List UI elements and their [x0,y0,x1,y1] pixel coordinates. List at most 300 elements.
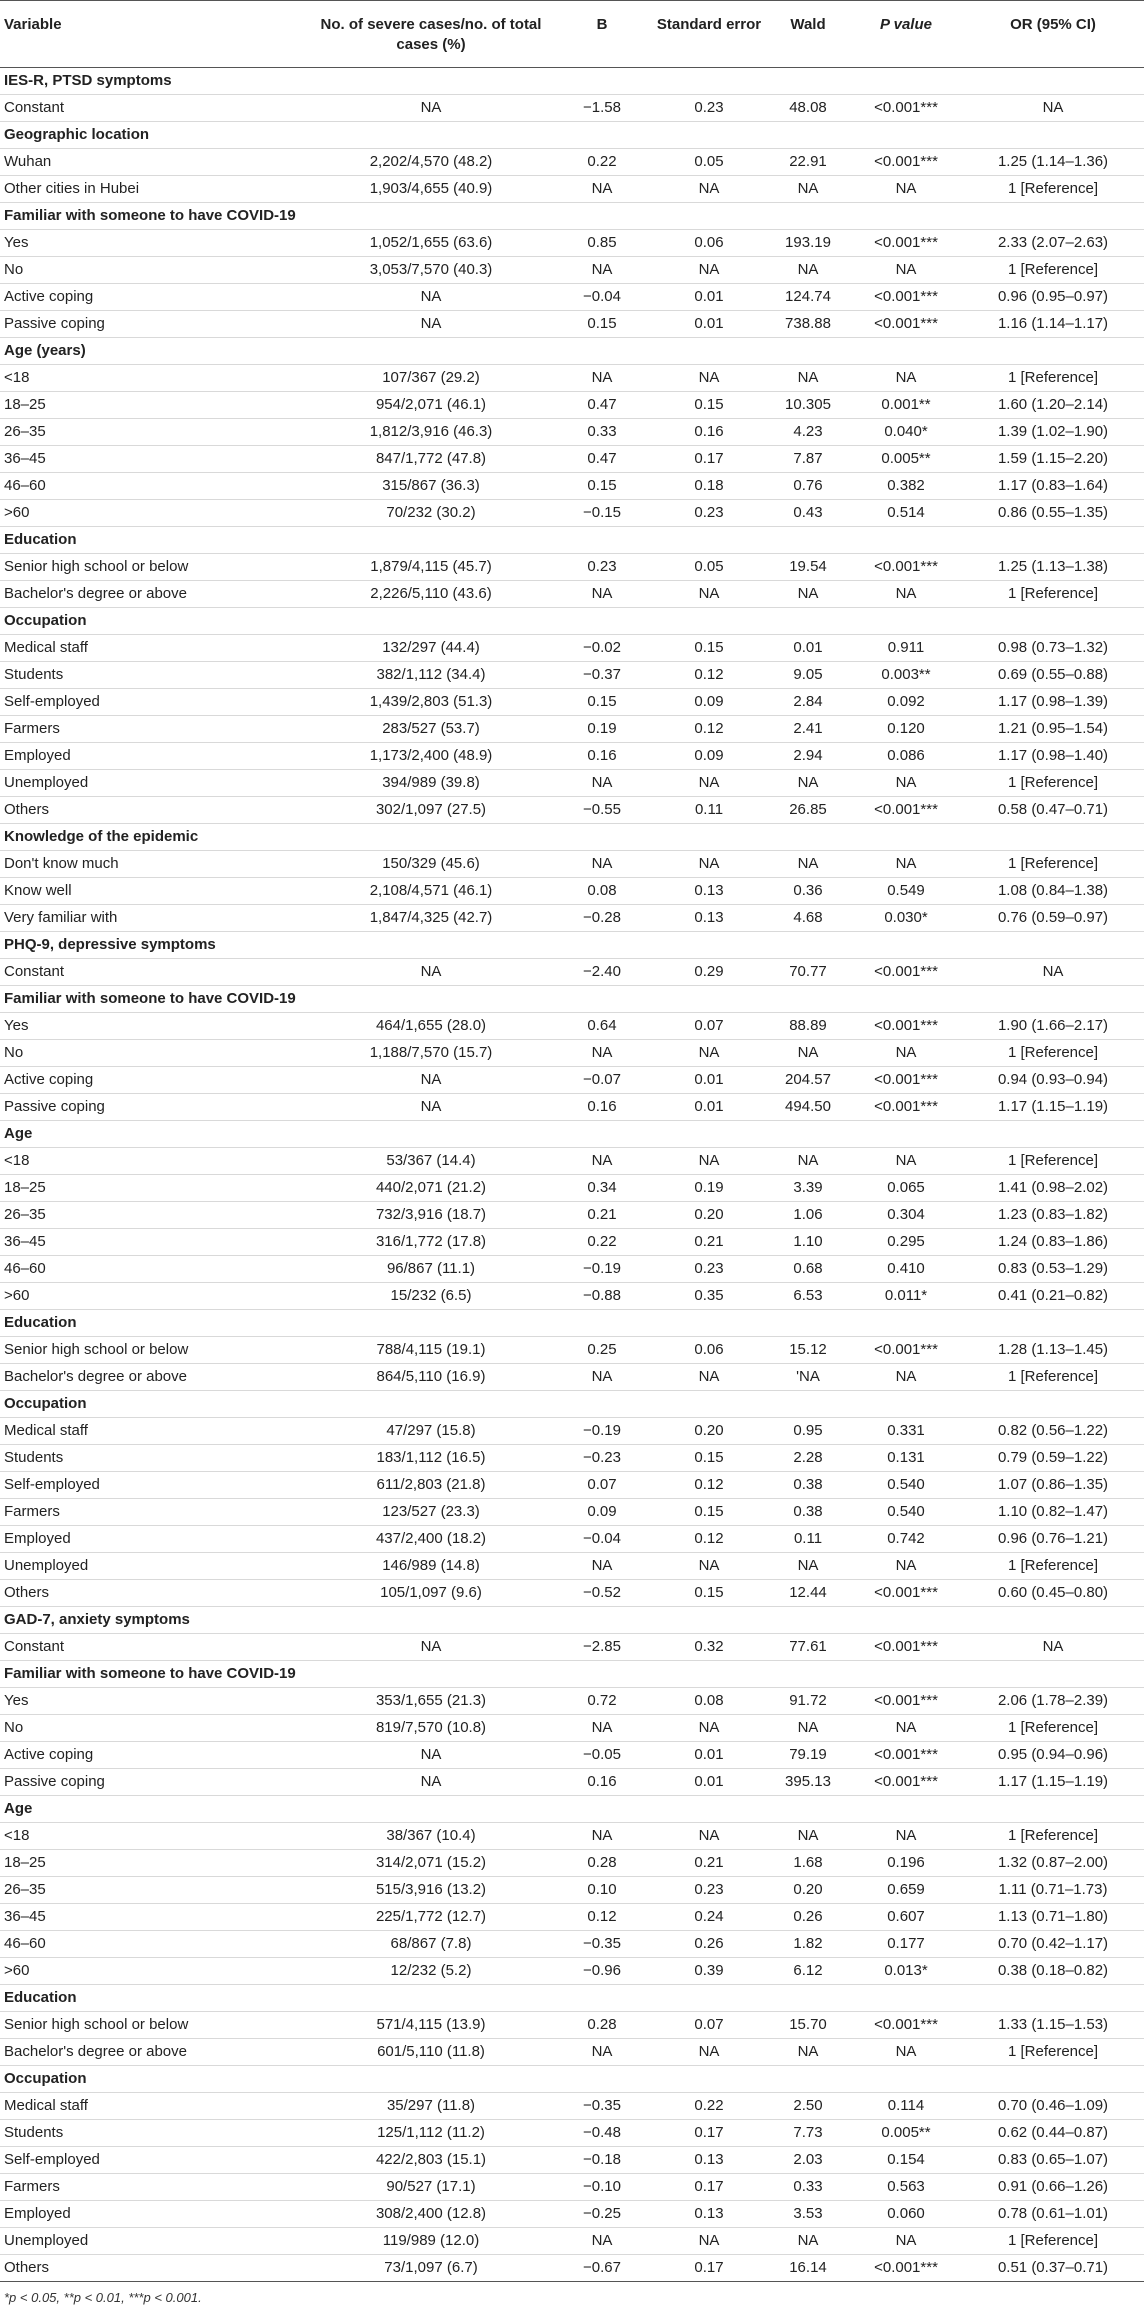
cell-wald: 7.73 [766,2120,850,2147]
cell-standard-error: 0.01 [652,311,766,338]
cell-or-ci: 0.95 (0.94–0.96) [962,1742,1144,1769]
cell-standard-error: 0.39 [652,1958,766,1985]
cell-p-value: 0.120 [850,716,962,743]
section-title: Age [0,1796,1144,1823]
table-row [0,1148,1144,1175]
section-header-row [0,932,1144,959]
section-title: Education [0,1985,1144,2012]
cell-p-value: 0.659 [850,1877,962,1904]
cell-wald: 2.03 [766,2147,850,2174]
cell-standard-error: 0.12 [652,1472,766,1499]
cell-or-ci: 0.83 (0.65–1.07) [962,2147,1144,2174]
header-variable: Variable [0,1,310,68]
cell-wald: NA [766,1040,850,1067]
cell-b: 0.34 [552,1175,652,1202]
cell-standard-error: NA [652,2039,766,2066]
cell-variable: 46–60 [0,1931,310,1958]
cell-variable: Self-employed [0,1472,310,1499]
cell-b: NA [552,1715,652,1742]
cell-or-ci: 0.70 (0.46–1.09) [962,2093,1144,2120]
cell-wald: 79.19 [766,1742,850,1769]
section-title: Occupation [0,1391,1144,1418]
section-header-row [0,1796,1144,1823]
cell-standard-error: 0.05 [652,149,766,176]
cell-or-ci: 1 [Reference] [962,770,1144,797]
table-row [0,689,1144,716]
cell-b: 0.72 [552,1688,652,1715]
table-row [0,1526,1144,1553]
cell-or-ci: 1.33 (1.15–1.53) [962,2012,1144,2039]
table-row [0,1472,1144,1499]
section-header-row [0,1391,1144,1418]
table-row [0,1688,1144,1715]
cell-b: 0.16 [552,743,652,770]
cell-standard-error: NA [652,257,766,284]
cell-b: 0.15 [552,311,652,338]
table-row [0,635,1144,662]
cell-standard-error: 0.05 [652,554,766,581]
header-p-value: P value [850,1,962,68]
table-row [0,1580,1144,1607]
cell-p-value: <0.001*** [850,1742,962,1769]
cell-severe-cases: 571/4,115 (13.9) [310,2012,552,2039]
cell-b: −0.35 [552,2093,652,2120]
cell-or-ci: 0.78 (0.61–1.01) [962,2201,1144,2228]
cell-severe-cases: 353/1,655 (21.3) [310,1688,552,1715]
table-body [0,68,1144,2282]
table-row [0,2255,1144,2282]
cell-or-ci: 1.08 (0.84–1.38) [962,878,1144,905]
cell-or-ci: 1.60 (1.20–2.14) [962,392,1144,419]
section-title: Geographic location [0,122,1144,149]
cell-severe-cases: 611/2,803 (21.8) [310,1472,552,1499]
cell-p-value: <0.001*** [850,1013,962,1040]
cell-standard-error: 0.17 [652,2255,766,2282]
cell-severe-cases: 1,052/1,655 (63.6) [310,230,552,257]
cell-wald: NA [766,1823,850,1850]
cell-standard-error: 0.19 [652,1175,766,1202]
cell-or-ci: 0.38 (0.18–0.82) [962,1958,1144,1985]
cell-wald: 2.50 [766,2093,850,2120]
cell-wald: 0.01 [766,635,850,662]
cell-variable: 26–35 [0,1877,310,1904]
cell-severe-cases: 1,847/4,325 (42.7) [310,905,552,932]
cell-or-ci: 0.86 (0.55–1.35) [962,500,1144,527]
cell-wald: 494.50 [766,1094,850,1121]
cell-severe-cases: 788/4,115 (19.1) [310,1337,552,1364]
cell-standard-error: 0.01 [652,284,766,311]
cell-p-value: <0.001*** [850,230,962,257]
cell-p-value: NA [850,365,962,392]
cell-wald: 12.44 [766,1580,850,1607]
cell-or-ci: 1 [Reference] [962,365,1144,392]
section-header-row [0,1985,1144,2012]
table-row [0,1283,1144,1310]
table-row [0,959,1144,986]
table-row [0,878,1144,905]
cell-variable: Students [0,1445,310,1472]
cell-p-value: 0.549 [850,878,962,905]
cell-wald: NA [766,2228,850,2255]
cell-severe-cases: 440/2,071 (21.2) [310,1175,552,1202]
cell-or-ci: 0.82 (0.56–1.22) [962,1418,1144,1445]
cell-or-ci: 1.23 (0.83–1.82) [962,1202,1144,1229]
table-row [0,176,1144,203]
cell-standard-error: 0.26 [652,1931,766,1958]
cell-b: 0.47 [552,446,652,473]
section-header-row [0,203,1144,230]
cell-b: −0.28 [552,905,652,932]
cell-variable: Other cities in Hubei [0,176,310,203]
table-row [0,311,1144,338]
cell-p-value: NA [850,2039,962,2066]
cell-or-ci: 0.70 (0.42–1.17) [962,1931,1144,1958]
cell-standard-error: 0.23 [652,95,766,122]
cell-p-value: 0.086 [850,743,962,770]
cell-or-ci: 0.41 (0.21–0.82) [962,1283,1144,1310]
cell-p-value: <0.001*** [850,1094,962,1121]
cell-standard-error: NA [652,1715,766,1742]
cell-severe-cases: NA [310,1742,552,1769]
cell-severe-cases: 96/867 (11.1) [310,1256,552,1283]
cell-or-ci: 1.25 (1.14–1.36) [962,149,1144,176]
table-row [0,1445,1144,1472]
cell-p-value: 0.382 [850,473,962,500]
cell-or-ci: 0.83 (0.53–1.29) [962,1256,1144,1283]
cell-or-ci: 1.90 (1.66–2.17) [962,1013,1144,1040]
cell-variable: Farmers [0,2174,310,2201]
cell-wald: 48.08 [766,95,850,122]
cell-b: −0.04 [552,284,652,311]
cell-p-value: 0.060 [850,2201,962,2228]
cell-or-ci: 1 [Reference] [962,2039,1144,2066]
cell-b: −0.48 [552,2120,652,2147]
table-row [0,1229,1144,1256]
cell-b: NA [552,365,652,392]
cell-wald: 738.88 [766,311,850,338]
cell-severe-cases: 47/297 (15.8) [310,1418,552,1445]
table-row [0,419,1144,446]
cell-severe-cases: 394/989 (39.8) [310,770,552,797]
cell-standard-error: 0.21 [652,1850,766,1877]
table-row [0,392,1144,419]
cell-variable: No [0,1715,310,1742]
cell-wald: 0.26 [766,1904,850,1931]
cell-variable: >60 [0,1283,310,1310]
cell-standard-error: 0.15 [652,1580,766,1607]
section-title: Occupation [0,608,1144,635]
header-row [0,1,1144,68]
cell-severe-cases: 314/2,071 (15.2) [310,1850,552,1877]
cell-p-value: <0.001*** [850,959,962,986]
cell-p-value: 0.540 [850,1499,962,1526]
table-row [0,1769,1144,1796]
table-row [0,662,1144,689]
cell-standard-error: NA [652,770,766,797]
cell-or-ci: 1.25 (1.13–1.38) [962,554,1144,581]
cell-p-value: 0.092 [850,689,962,716]
cell-or-ci: 1.17 (0.98–1.40) [962,743,1144,770]
cell-wald: NA [766,851,850,878]
table-row [0,716,1144,743]
cell-p-value: <0.001*** [850,2255,962,2282]
table-row [0,1067,1144,1094]
cell-standard-error: 0.15 [652,392,766,419]
section-title: IES-R, PTSD symptoms [0,68,1144,95]
cell-or-ci: 1.16 (1.14–1.17) [962,311,1144,338]
cell-b: NA [552,1364,652,1391]
table-row [0,1256,1144,1283]
cell-standard-error: 0.35 [652,1283,766,1310]
table-row [0,1040,1144,1067]
cell-or-ci: NA [962,1634,1144,1661]
section-title: Age (years) [0,338,1144,365]
cell-variable: Self-employed [0,689,310,716]
cell-standard-error: 0.13 [652,2201,766,2228]
table-row [0,2120,1144,2147]
cell-severe-cases: 422/2,803 (15.1) [310,2147,552,2174]
cell-severe-cases: 107/367 (29.2) [310,365,552,392]
cell-standard-error: 0.17 [652,446,766,473]
cell-variable: Don't know much [0,851,310,878]
cell-wald: NA [766,365,850,392]
cell-or-ci: 1.17 (0.98–1.39) [962,689,1144,716]
cell-or-ci: 1.11 (0.71–1.73) [962,1877,1144,1904]
cell-severe-cases: 123/527 (23.3) [310,1499,552,1526]
cell-b: 0.28 [552,2012,652,2039]
cell-p-value: 0.410 [850,1256,962,1283]
table-row [0,2147,1144,2174]
cell-b: −0.05 [552,1742,652,1769]
cell-b: NA [552,1040,652,1067]
cell-p-value: 0.196 [850,1850,962,1877]
cell-standard-error: 0.17 [652,2174,766,2201]
cell-severe-cases: 864/5,110 (16.9) [310,1364,552,1391]
cell-or-ci: 1.24 (0.83–1.86) [962,1229,1144,1256]
cell-variable: 18–25 [0,392,310,419]
cell-variable: 36–45 [0,1229,310,1256]
table-row [0,365,1144,392]
cell-p-value: <0.001*** [850,1580,962,1607]
section-header-row [0,608,1144,635]
cell-wald: 0.33 [766,2174,850,2201]
section-header-row [0,2066,1144,2093]
cell-severe-cases: NA [310,95,552,122]
cell-severe-cases: 15/232 (6.5) [310,1283,552,1310]
cell-or-ci: 1 [Reference] [962,1040,1144,1067]
cell-or-ci: 2.06 (1.78–2.39) [962,1688,1144,1715]
cell-b: NA [552,1148,652,1175]
cell-b: −0.52 [552,1580,652,1607]
cell-p-value: <0.001*** [850,1634,962,1661]
cell-b: NA [552,770,652,797]
cell-p-value: NA [850,1364,962,1391]
cell-standard-error: 0.01 [652,1742,766,1769]
cell-p-value: NA [850,257,962,284]
cell-variable: Wuhan [0,149,310,176]
cell-b: NA [552,2228,652,2255]
cell-p-value: <0.001*** [850,1688,962,1715]
section-header-row [0,1607,1144,1634]
cell-or-ci: 1 [Reference] [962,1715,1144,1742]
cell-variable: Unemployed [0,1553,310,1580]
cell-wald: NA [766,176,850,203]
cell-b: −1.58 [552,95,652,122]
cell-b: −0.23 [552,1445,652,1472]
cell-or-ci: 0.94 (0.93–0.94) [962,1067,1144,1094]
cell-p-value: <0.001*** [850,311,962,338]
cell-p-value: NA [850,1040,962,1067]
cell-severe-cases: 68/867 (7.8) [310,1931,552,1958]
cell-variable: <18 [0,1823,310,1850]
cell-p-value: NA [850,851,962,878]
cell-standard-error: 0.06 [652,1337,766,1364]
cell-severe-cases: NA [310,1769,552,1796]
cell-wald: 204.57 [766,1067,850,1094]
cell-wald: 3.39 [766,1175,850,1202]
cell-variable: Medical staff [0,2093,310,2120]
cell-standard-error: 0.08 [652,1688,766,1715]
cell-b: 0.07 [552,1472,652,1499]
cell-p-value: <0.001*** [850,1769,962,1796]
cell-b: NA [552,1553,652,1580]
cell-severe-cases: 601/5,110 (11.8) [310,2039,552,2066]
table-row [0,1742,1144,1769]
cell-standard-error: 0.12 [652,1526,766,1553]
cell-standard-error: 0.13 [652,878,766,905]
cell-wald: 15.70 [766,2012,850,2039]
cell-b: NA [552,257,652,284]
cell-standard-error: 0.13 [652,905,766,932]
cell-standard-error: 0.18 [652,473,766,500]
cell-b: NA [552,2039,652,2066]
cell-p-value: <0.001*** [850,149,962,176]
section-title: Education [0,1310,1144,1337]
table-row [0,770,1144,797]
cell-variable: 36–45 [0,1904,310,1931]
cell-wald: 1.06 [766,1202,850,1229]
cell-or-ci: 1 [Reference] [962,1148,1144,1175]
cell-severe-cases: 2,108/4,571 (46.1) [310,878,552,905]
cell-wald: 3.53 [766,2201,850,2228]
cell-severe-cases: 150/329 (45.6) [310,851,552,878]
section-header-row [0,527,1144,554]
cell-variable: Employed [0,1526,310,1553]
cell-standard-error: 0.09 [652,743,766,770]
cell-b: −0.10 [552,2174,652,2201]
table-row [0,1364,1144,1391]
cell-b: 0.16 [552,1769,652,1796]
cell-severe-cases: NA [310,1094,552,1121]
cell-severe-cases: 1,439/2,803 (51.3) [310,689,552,716]
cell-or-ci: 0.76 (0.59–0.97) [962,905,1144,932]
cell-or-ci: 1.32 (0.87–2.00) [962,1850,1144,1877]
cell-variable: Constant [0,1634,310,1661]
cell-standard-error: 0.07 [652,1013,766,1040]
cell-wald: 4.23 [766,419,850,446]
cell-variable: 26–35 [0,1202,310,1229]
cell-standard-error: 0.21 [652,1229,766,1256]
cell-or-ci: 0.91 (0.66–1.26) [962,2174,1144,2201]
cell-variable: Senior high school or below [0,554,310,581]
cell-b: −0.18 [552,2147,652,2174]
cell-wald: 0.36 [766,878,850,905]
cell-wald: 6.53 [766,1283,850,1310]
cell-wald: 0.38 [766,1472,850,1499]
header-b: B [552,1,652,68]
cell-b: −0.04 [552,1526,652,1553]
cell-b: 0.15 [552,689,652,716]
table-row [0,554,1144,581]
cell-variable: Employed [0,743,310,770]
cell-variable: Passive coping [0,1094,310,1121]
cell-b: 0.22 [552,1229,652,1256]
cell-variable: No [0,257,310,284]
cell-wald: NA [766,1148,850,1175]
cell-or-ci: 0.96 (0.95–0.97) [962,284,1144,311]
section-header-row [0,338,1144,365]
cell-variable: Others [0,797,310,824]
cell-b: 0.23 [552,554,652,581]
cell-or-ci: 1 [Reference] [962,581,1144,608]
table-row [0,1877,1144,1904]
cell-standard-error: 0.23 [652,1256,766,1283]
cell-or-ci: 1.21 (0.95–1.54) [962,716,1144,743]
cell-p-value: 0.131 [850,1445,962,1472]
cell-variable: <18 [0,1148,310,1175]
cell-wald: 0.95 [766,1418,850,1445]
cell-b: 0.28 [552,1850,652,1877]
cell-severe-cases: 1,903/4,655 (40.9) [310,176,552,203]
cell-b: 0.21 [552,1202,652,1229]
cell-b: 0.25 [552,1337,652,1364]
cell-p-value: NA [850,2228,962,2255]
cell-severe-cases: 732/3,916 (18.7) [310,1202,552,1229]
table-row [0,581,1144,608]
cell-wald: 2.94 [766,743,850,770]
cell-variable: Students [0,662,310,689]
cell-b: −2.40 [552,959,652,986]
section-header-row [0,1121,1144,1148]
cell-severe-cases: 125/1,112 (11.2) [310,2120,552,2147]
cell-p-value: 0.331 [850,1418,962,1445]
cell-variable: Passive coping [0,1769,310,1796]
cell-standard-error: 0.01 [652,1067,766,1094]
cell-variable: 36–45 [0,446,310,473]
cell-p-value: NA [850,1553,962,1580]
cell-wald: 1.68 [766,1850,850,1877]
cell-standard-error: NA [652,1823,766,1850]
cell-wald: 6.12 [766,1958,850,1985]
cell-severe-cases: 382/1,112 (34.4) [310,662,552,689]
cell-standard-error: NA [652,1148,766,1175]
cell-or-ci: 1 [Reference] [962,176,1144,203]
cell-standard-error: NA [652,581,766,608]
cell-wald: 193.19 [766,230,850,257]
cell-standard-error: NA [652,2228,766,2255]
cell-b: −0.02 [552,635,652,662]
cell-wald: NA [766,770,850,797]
cell-wald: 2.28 [766,1445,850,1472]
cell-or-ci: 1.07 (0.86–1.35) [962,1472,1144,1499]
cell-p-value: <0.001*** [850,554,962,581]
table-row [0,1094,1144,1121]
cell-standard-error: NA [652,851,766,878]
cell-wald: 0.43 [766,500,850,527]
cell-wald: NA [766,257,850,284]
cell-or-ci: 1.59 (1.15–2.20) [962,446,1144,473]
cell-or-ci: 0.79 (0.59–1.22) [962,1445,1144,1472]
